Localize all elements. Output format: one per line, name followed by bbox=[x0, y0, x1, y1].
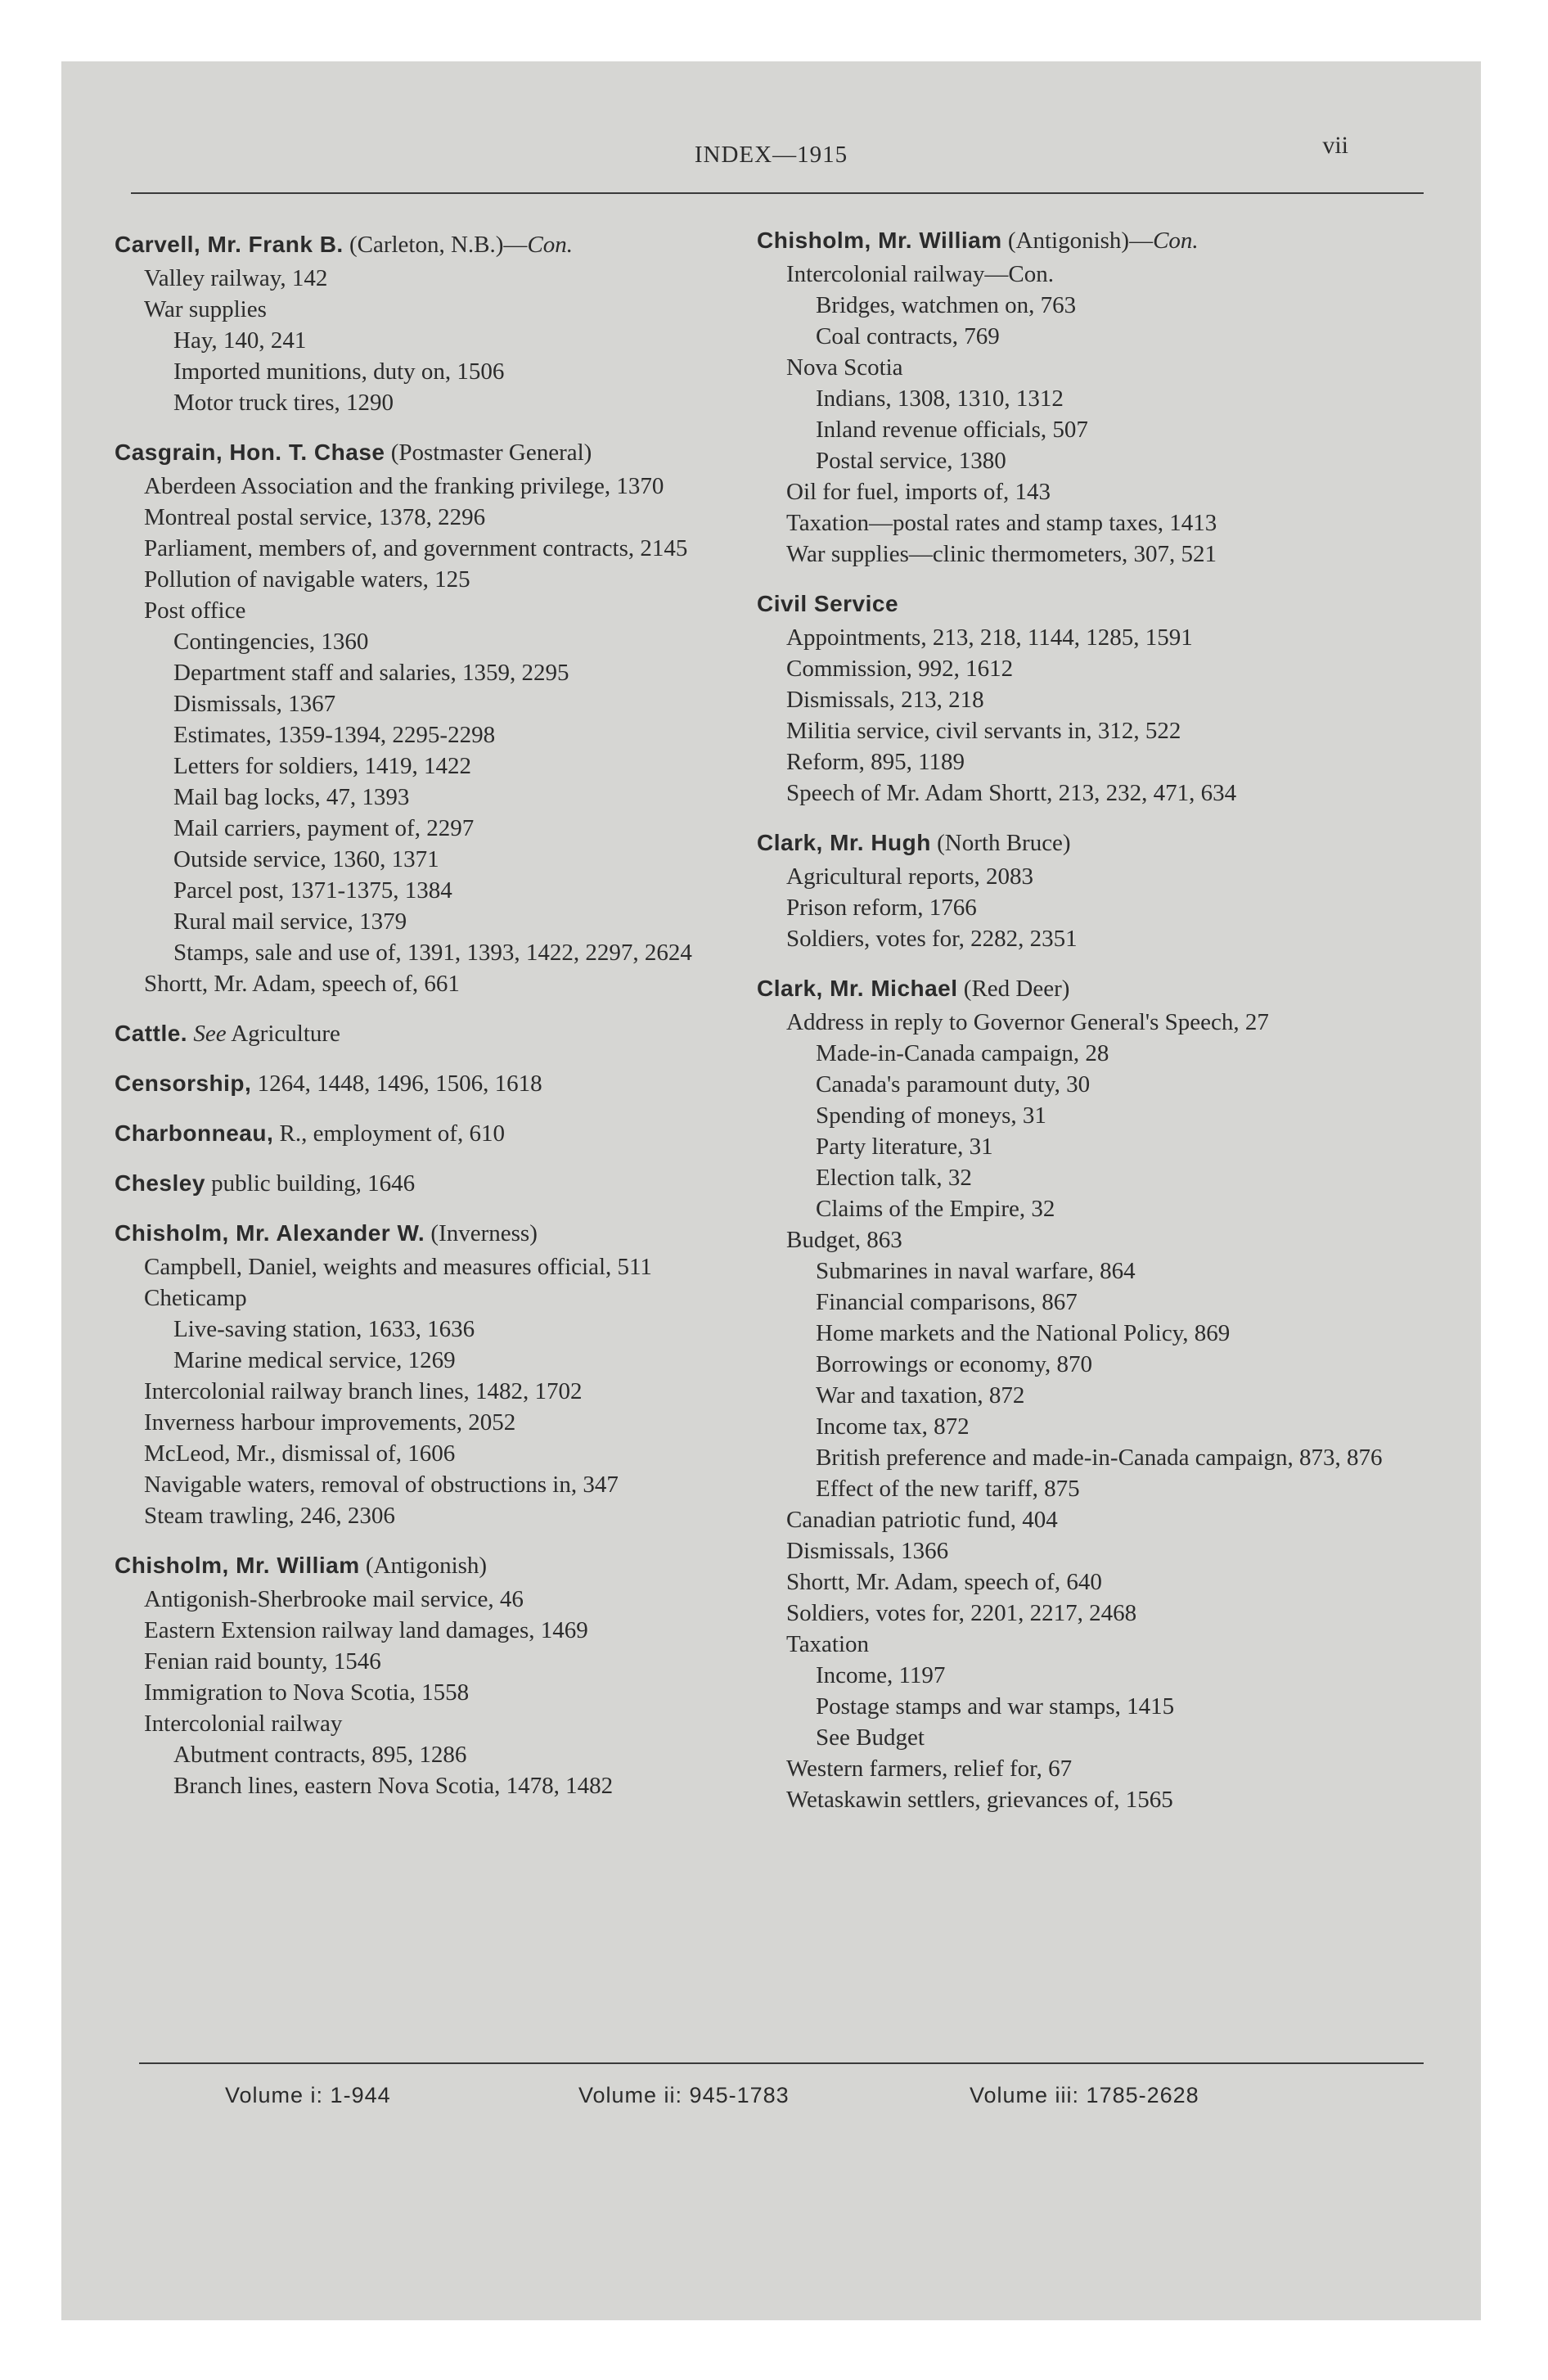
index-entry: War and taxation, 872 bbox=[816, 1382, 1025, 1409]
index-entry: Branch lines, eastern Nova Scotia, 1478, 1482 bbox=[173, 1773, 614, 1799]
index-entry: Nova Scotia bbox=[786, 354, 903, 381]
index-heading-block bbox=[115, 229, 769, 418]
heading-detail: (Postmaster General) bbox=[385, 439, 592, 466]
index-heading bbox=[115, 1550, 769, 1581]
index-entry: Dismissals, 213, 218 bbox=[786, 687, 984, 713]
page-number: vii bbox=[1322, 132, 1348, 159]
index-entry: Commission, 992, 1612 bbox=[786, 656, 1014, 682]
heading-detail: (Antigonish)— bbox=[1001, 228, 1154, 254]
index-entry: Election talk, 32 bbox=[816, 1165, 972, 1191]
index-entry: Pollution of navigable waters, 125 bbox=[144, 566, 470, 593]
index-heading-block bbox=[757, 827, 1411, 954]
index-entry: Address in reply to Governor General's Speech, 27 bbox=[786, 1009, 1269, 1035]
index-entry: Submarines in naval warfare, 864 bbox=[816, 1258, 1136, 1284]
index-heading bbox=[115, 1118, 769, 1149]
index-heading-block bbox=[757, 225, 1411, 570]
index-heading-block bbox=[757, 973, 1411, 1815]
running-title: INDEX—1915 bbox=[694, 142, 848, 168]
index-entry: Postal service, 1380 bbox=[816, 448, 1006, 474]
index-entry: Dismissals, 1367 bbox=[173, 691, 336, 717]
index-entry: Antigonish-Sherbrooke mail service, 46 bbox=[144, 1586, 524, 1612]
index-entry: Intercolonial railway—Con. bbox=[786, 261, 1054, 287]
index-entry: Estimates, 1359-1394, 2295-2298 bbox=[173, 722, 496, 748]
header-rule bbox=[131, 192, 1424, 194]
index-entry: McLeod, Mr., dismissal of, 1606 bbox=[144, 1440, 456, 1467]
index-heading bbox=[757, 827, 1411, 859]
index-entry: Budget, 863 bbox=[786, 1227, 902, 1253]
index-entry: Taxation—postal rates and stamp taxes, 1413 bbox=[786, 510, 1217, 536]
heading-name: Clark, Mr. Hugh bbox=[757, 830, 931, 855]
index-entry: Cheticamp bbox=[144, 1285, 247, 1311]
index-entry: Financial comparisons, 867 bbox=[816, 1289, 1078, 1315]
index-entry: Valley railway, 142 bbox=[144, 265, 328, 291]
index-entry: Shortt, Mr. Adam, speech of, 640 bbox=[786, 1569, 1102, 1595]
index-heading bbox=[115, 1218, 769, 1249]
index-heading bbox=[115, 1018, 769, 1049]
index-entry: Rural mail service, 1379 bbox=[173, 908, 407, 935]
heading-detail: R., employment of, 610 bbox=[273, 1120, 505, 1147]
index-entry: Made-in-Canada campaign, 28 bbox=[816, 1040, 1109, 1066]
index-entry: Immigration to Nova Scotia, 1558 bbox=[144, 1679, 470, 1706]
index-page bbox=[61, 61, 1481, 2320]
index-entry: Navigable waters, removal of obstructions in, 347 bbox=[144, 1472, 619, 1498]
index-entry: Western farmers, relief for, 67 bbox=[786, 1756, 1073, 1782]
index-entry: Letters for soldiers, 1419, 1422 bbox=[173, 753, 472, 779]
heading-name: Carvell, Mr. Frank B. bbox=[115, 232, 344, 257]
heading-name: Casgrain, Hon. T. Chase bbox=[115, 439, 385, 465]
heading-name: Civil Service bbox=[757, 591, 899, 616]
heading-name: Clark, Mr. Michael bbox=[757, 976, 958, 1001]
index-entry: Bridges, watchmen on, 763 bbox=[816, 292, 1077, 318]
index-entry: Montreal postal service, 1378, 2296 bbox=[144, 504, 486, 530]
index-entry: Party literature, 31 bbox=[816, 1134, 993, 1160]
see-reference: See bbox=[193, 1021, 227, 1047]
heading-detail: (Antigonish) bbox=[359, 1553, 488, 1579]
index-entry: War supplies—clinic thermometers, 307, 521 bbox=[786, 541, 1217, 567]
index-entry: Department staff and salaries, 1359, 2295 bbox=[173, 660, 569, 686]
index-entry: Marine medical service, 1269 bbox=[173, 1347, 456, 1373]
index-entry: Intercolonial railway bbox=[144, 1711, 343, 1737]
index-entry: Agricultural reports, 2083 bbox=[786, 863, 1034, 890]
index-entry: Parliament, members of, and government contracts, 2145 bbox=[144, 535, 688, 561]
index-entry: Hay, 140, 241 bbox=[173, 327, 307, 354]
index-entry: Income, 1197 bbox=[816, 1662, 946, 1688]
index-entry: Postage stamps and war stamps, 1415 bbox=[816, 1693, 1175, 1720]
left-column bbox=[115, 229, 769, 1820]
index-heading bbox=[115, 229, 769, 260]
index-entry: Motor truck tires, 1290 bbox=[173, 390, 394, 416]
index-entry: Intercolonial railway branch lines, 1482, 1702 bbox=[144, 1378, 583, 1404]
index-entry: Claims of the Empire, 32 bbox=[816, 1196, 1055, 1222]
index-entry: Coal contracts, 769 bbox=[816, 323, 1000, 349]
index-entry: Aberdeen Association and the franking privilege, 1370 bbox=[144, 473, 664, 499]
index-entry: Borrowings or economy, 870 bbox=[816, 1351, 1093, 1377]
volume-iii-range: Volume iii: 1785-2628 bbox=[970, 2083, 1199, 2107]
index-entry: Appointments, 213, 218, 1144, 1285, 1591 bbox=[786, 624, 1193, 651]
index-entry: Steam trawling, 246, 2306 bbox=[144, 1503, 395, 1529]
index-heading bbox=[757, 225, 1411, 256]
index-entry: British preference and made-in-Canada campaign, 873, 876 bbox=[816, 1445, 1383, 1471]
volume-ii-range: Volume ii: 945-1783 bbox=[578, 2083, 790, 2107]
index-heading-block bbox=[115, 1218, 769, 1531]
index-entry: Fenian raid bounty, 1546 bbox=[144, 1648, 381, 1675]
heading-detail: (Inverness) bbox=[425, 1220, 538, 1246]
index-entry: Imported munitions, duty on, 1506 bbox=[173, 358, 505, 385]
heading-name: Chisholm, Mr. William bbox=[757, 228, 1002, 253]
index-heading-block bbox=[115, 1068, 769, 1099]
index-entry: Stamps, sale and use of, 1391, 1393, 1422, 2297, 2624 bbox=[173, 940, 692, 966]
index-entry: Effect of the new tariff, 875 bbox=[816, 1476, 1080, 1502]
index-entry: Home markets and the National Policy, 869 bbox=[816, 1320, 1231, 1346]
heading-name: Charbonneau, bbox=[115, 1120, 274, 1146]
index-entry: Inland revenue officials, 507 bbox=[816, 417, 1088, 443]
footer-rule bbox=[139, 2062, 1424, 2064]
index-heading bbox=[115, 1168, 769, 1199]
index-heading bbox=[757, 973, 1411, 1004]
index-entry: Indians, 1308, 1310, 1312 bbox=[816, 385, 1064, 412]
index-entry: Mail carriers, payment of, 2297 bbox=[173, 815, 475, 841]
right-column bbox=[757, 225, 1411, 1834]
index-entry: Militia service, civil servants in, 312, 522 bbox=[786, 718, 1181, 744]
index-entry: Reform, 895, 1189 bbox=[786, 749, 965, 775]
index-entry: Eastern Extension railway land damages, 1469 bbox=[144, 1617, 588, 1643]
index-entry: Post office bbox=[144, 597, 246, 624]
index-heading bbox=[757, 588, 1411, 620]
index-entry: Dismissals, 1366 bbox=[786, 1538, 949, 1564]
index-entry: War supplies bbox=[144, 296, 267, 322]
index-entry: Oil for fuel, imports of, 143 bbox=[786, 479, 1051, 505]
heading-name: Chisholm, Mr. Alexander W. bbox=[115, 1220, 425, 1246]
index-heading bbox=[115, 437, 769, 468]
index-entry: Soldiers, votes for, 2282, 2351 bbox=[786, 926, 1078, 952]
index-heading-block bbox=[115, 1168, 769, 1199]
index-entry: Inverness harbour improvements, 2052 bbox=[144, 1409, 516, 1436]
index-entry: Abutment contracts, 895, 1286 bbox=[173, 1742, 467, 1768]
index-entry: Speech of Mr. Adam Shortt, 213, 232, 471, 634 bbox=[786, 780, 1237, 806]
index-entry: Soldiers, votes for, 2201, 2217, 2468 bbox=[786, 1600, 1137, 1626]
index-entry: Campbell, Daniel, weights and measures official, 511 bbox=[144, 1254, 652, 1280]
index-heading-block bbox=[115, 1118, 769, 1149]
heading-detail: (Carleton, N.B.)— bbox=[343, 232, 528, 258]
volume-i-range: Volume i: 1-944 bbox=[225, 2083, 391, 2107]
index-entry: Taxation bbox=[786, 1631, 870, 1657]
continued-marker: Con. bbox=[1153, 228, 1199, 254]
index-heading-block bbox=[115, 437, 769, 999]
continued-marker: Con. bbox=[527, 232, 574, 258]
heading-name: Chisholm, Mr. William bbox=[115, 1553, 360, 1578]
index-entry: Contingencies, 1360 bbox=[173, 629, 369, 655]
index-entry: Canada's paramount duty, 30 bbox=[816, 1071, 1091, 1098]
index-heading-block bbox=[115, 1018, 769, 1049]
index-entry: Wetaskawin settlers, grievances of, 1565 bbox=[786, 1787, 1173, 1813]
index-entry: Outside service, 1360, 1371 bbox=[173, 846, 439, 872]
index-entry: Spending of moneys, 31 bbox=[816, 1102, 1046, 1129]
heading-name: Censorship, bbox=[115, 1071, 252, 1096]
heading-detail: (North Bruce) bbox=[930, 830, 1071, 856]
index-heading-block bbox=[115, 1550, 769, 1801]
heading-detail: 1264, 1448, 1496, 1506, 1618 bbox=[251, 1071, 542, 1097]
index-heading bbox=[115, 1068, 769, 1099]
index-entry: Shortt, Mr. Adam, speech of, 661 bbox=[144, 971, 460, 997]
index-entry: Income tax, 872 bbox=[816, 1413, 970, 1440]
heading-detail: (Red Deer) bbox=[957, 976, 1070, 1002]
heading-detail: public building, 1646 bbox=[205, 1170, 416, 1197]
see-target: Agriculture bbox=[231, 1021, 340, 1047]
heading-name: Chesley bbox=[115, 1170, 205, 1196]
heading-name: Cattle. bbox=[115, 1021, 188, 1046]
index-entry: Mail bag locks, 47, 1393 bbox=[173, 784, 410, 810]
index-heading-block bbox=[757, 588, 1411, 809]
index-entry: Live-saving station, 1633, 1636 bbox=[173, 1316, 475, 1342]
index-entry: Canadian patriotic fund, 404 bbox=[786, 1507, 1058, 1533]
index-entry: See Budget bbox=[816, 1724, 925, 1751]
index-entry: Prison reform, 1766 bbox=[786, 895, 977, 921]
index-entry: Parcel post, 1371-1375, 1384 bbox=[173, 877, 452, 904]
